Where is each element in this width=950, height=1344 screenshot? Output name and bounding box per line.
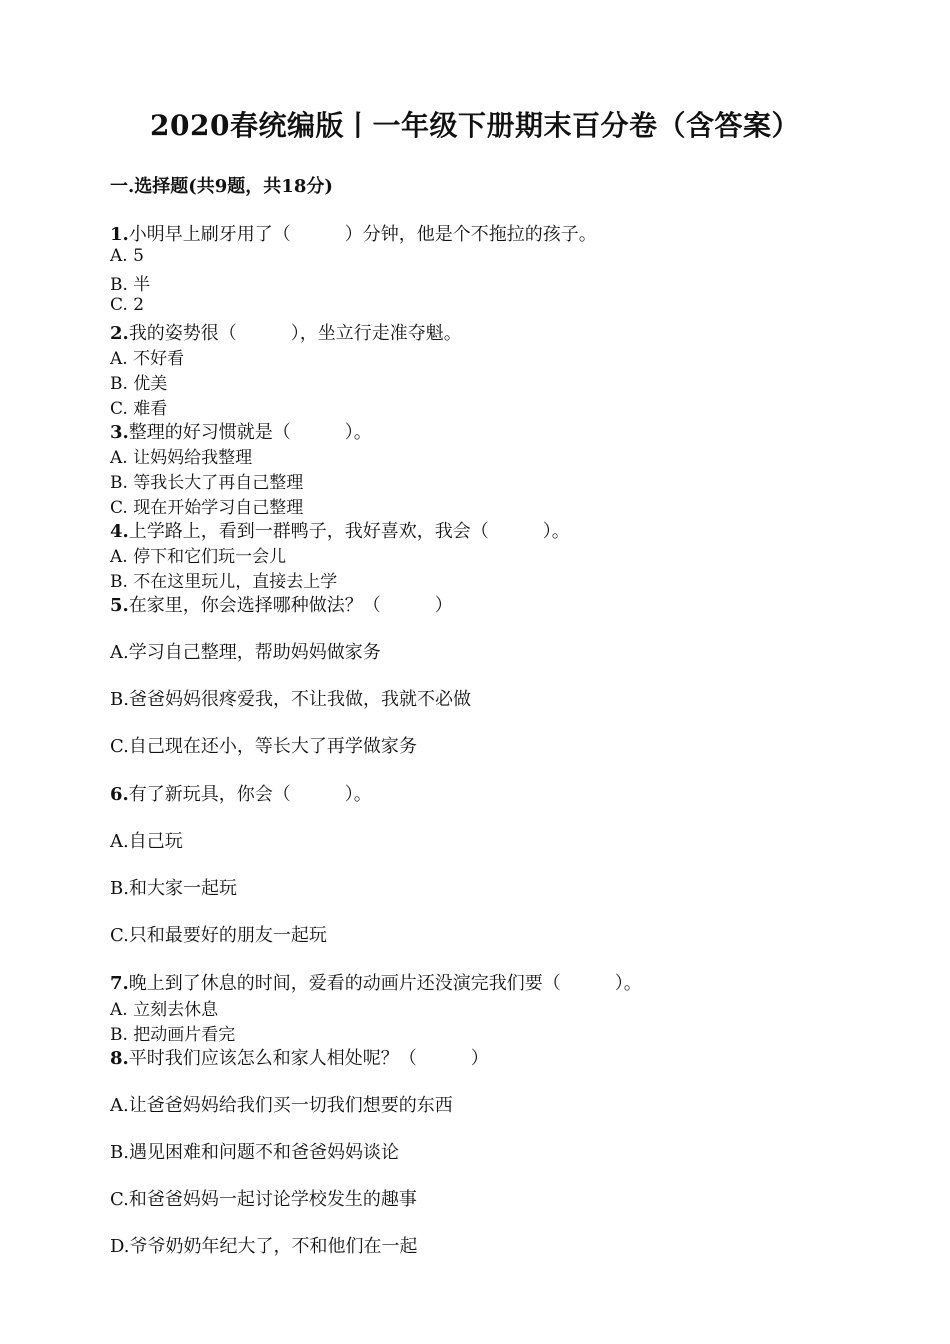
question-8 (110, 1044, 489, 1070)
option-6b: B.和大家一起玩 (110, 878, 237, 899)
option-2b: B. 优美 (110, 374, 168, 394)
question-text: 晚上到了休息的时间，爱看的动画片还没演完我们要（ ）。 (128, 973, 642, 994)
option-6a: A.自己玩 (110, 831, 183, 852)
question-text: 整理的好习惯就是（ ）。 (128, 422, 372, 443)
section-heading: 一.选择题(共9题，共18分) (110, 176, 333, 197)
question-6 (110, 780, 372, 806)
option-1c: C. 2 (110, 295, 145, 315)
option-8c: C.和爸爸妈妈一起讨论学校发生的趣事 (110, 1189, 417, 1210)
question-number: 7. (110, 973, 129, 994)
question-number: 8. (110, 1048, 129, 1069)
option-8d: D.爷爷奶奶年纪大了，不和他们在一起 (110, 1236, 418, 1257)
option-3a: A. 让妈妈给我整理 (110, 448, 253, 468)
question-number: 5. (110, 595, 129, 616)
question-number: 1. (110, 224, 129, 245)
option-1b: B. 半 (110, 275, 151, 295)
option-7a: A. 立刻去休息 (110, 1000, 219, 1020)
option-3b: B. 等我长大了再自己整理 (110, 473, 304, 493)
option-4a: A. 停下和它们玩一会儿 (110, 547, 287, 567)
question-2 (110, 319, 462, 345)
question-1 (110, 220, 597, 246)
question-text: 上学路上，看到一群鸭子，我好喜欢，我会（ ）。 (128, 521, 570, 542)
option-2c: C. 难看 (110, 399, 168, 419)
question-text: 平时我们应该怎么和家人相处呢？（ ） (128, 1048, 489, 1069)
question-number: 6. (110, 784, 129, 805)
option-1a: A. 5 (110, 246, 144, 266)
option-8b: B.遇见困难和问题不和爸爸妈妈谈论 (110, 1142, 399, 1163)
question-text: 小明早上刷牙用了（ ）分钟，他是个不拖拉的孩子。 (128, 224, 597, 245)
question-number: 2. (110, 323, 129, 344)
option-7b: B. 把动画片看完 (110, 1025, 236, 1045)
option-5b: B.爸爸妈妈很疼爱我，不让我做，我就不必做 (110, 689, 471, 710)
question-number: 3. (110, 422, 129, 443)
option-5c: C.自己现在还小，等长大了再学做家务 (110, 736, 417, 757)
option-3c: C. 现在开始学习自己整理 (110, 498, 304, 518)
question-text: 我的姿势很（ ），坐立行走准夺魁。 (128, 323, 462, 344)
question-7 (110, 969, 642, 995)
option-5a: A.学习自己整理，帮助妈妈做家务 (110, 642, 381, 663)
option-6c: C.只和最要好的朋友一起玩 (110, 925, 327, 946)
question-4 (110, 517, 570, 543)
question-text: 有了新玩具，你会（ ）。 (128, 784, 372, 805)
question-text: 在家里，你会选择哪种做法？（ ） (128, 595, 453, 616)
question-3 (110, 418, 372, 444)
option-2a: A. 不好看 (110, 349, 185, 369)
page-title: 2020春统编版丨一年级下册期末百分卷（含答案） (150, 109, 800, 142)
option-8a: A.让爸爸妈妈给我们买一切我们想要的东西 (110, 1095, 453, 1116)
question-5 (110, 591, 453, 617)
option-4b: B. 不在这里玩儿，直接去上学 (110, 572, 338, 592)
question-number: 4. (110, 521, 129, 542)
